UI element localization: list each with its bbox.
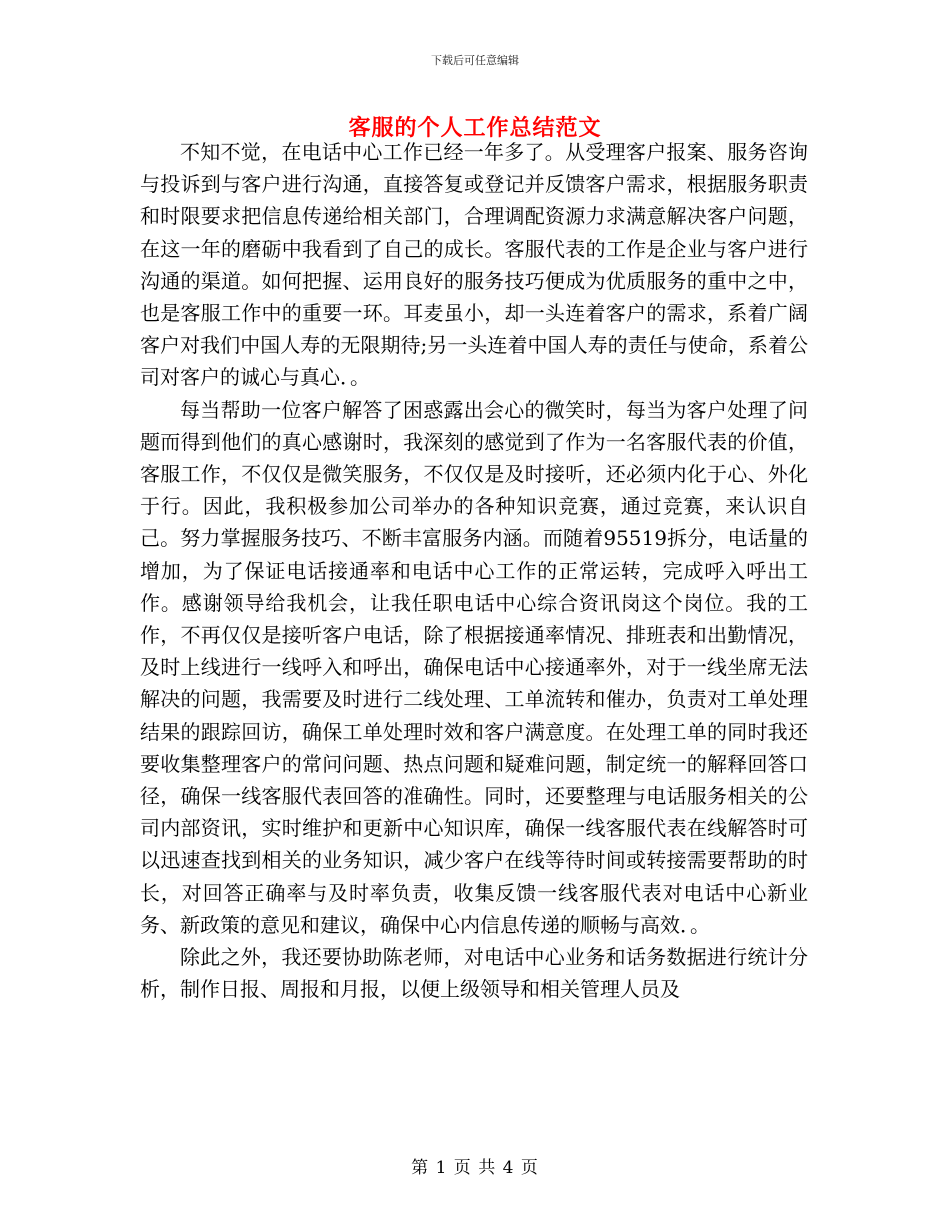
body-paragraph: 除此之外，我还要协助陈老师，对电话中心业务和话务数据进行统计分析，制作日报、周报和月报，以便上级领导和相关管理人员及 <box>140 945 808 1002</box>
body-paragraph: 不知不觉，在电话中心工作已经一年多了。从受理客户报案、服务咨询与投诉到与客户进行沟通，直接答复或登记并反馈客户需求，根据服务职责和时限要求把信息传递给相关部门，合理调配资源力求满意解决客户问题，在这一年的磨砺中我看到了自己的成长。客服代表的工作是企业与客户进行沟通的渠道。如何把握、运用良好的服务技巧便成为优质服务的重中之中，也是客服工作中的重要一环。耳麦虽小，却一头连着客户的需求，系着广阔客户对我们中国人寿的无限期待;另一头连着中国人寿的责任与使命，系着公司对客户的诚心与真心．。 <box>140 140 808 390</box>
page-header-note: 下载后可任意编辑 <box>431 54 519 67</box>
document-body <box>140 136 808 1005</box>
body-paragraph: 每当帮助一位客户解答了困惑露出会心的微笑时，每当为客户处理了问题而得到他们的真心感谢时，我深刻的感觉到了作为一名客服代表的价值，客服工作，不仅仅是微笑服务，不仅仅是及时接听，还必须内化于心、外化于行。因此，我积极参加公司举办的各种知识竞赛，通过竞赛，来认识自己。努力掌握服务技巧、不断丰富服务内涵。而随着95519拆分，电话量的增加，为了保证电话接通率和电话中心工作的正常运转，完成呼入呼出工作。感谢领导给我机会，让我任职电话中心综合资讯岗这个岗位。我的工作，不再仅仅是接听客户电话，除了根据接通率情况、排班表和出勤情况，及时上线进行一线呼入和呼出，确保电话中心接通率外，对于一线坐席无法解决的问题，我需要及时进行二线处理、工单流转和催办，负责对工单处理结果的跟踪回访，确保工单处理时效和客户满意度。在处理工单的同时我还要收集整理客户的常问问题、热点问题和疑难问题，制定统一的解释回答口径，确保一线客服代表回答的准确性。同时，还要整理与电话服务相关的公司内部资讯，实时维护和更新中心知识库，确保一线客服代表在线解答时可以迅速查找到相关的业务知识，减少客户在线等待时间或转接需要帮助的时长，对回答正确率与及时率负责，收集反馈一线客服代表对电话中心新业务、新政策的意见和建议，确保中心内信息传递的顺畅与高效．。 <box>140 397 808 937</box>
document-title: 客服的个人工作总结范文 <box>348 115 602 141</box>
page-number-footer: 第 1 页 共 4 页 <box>411 1158 539 1178</box>
